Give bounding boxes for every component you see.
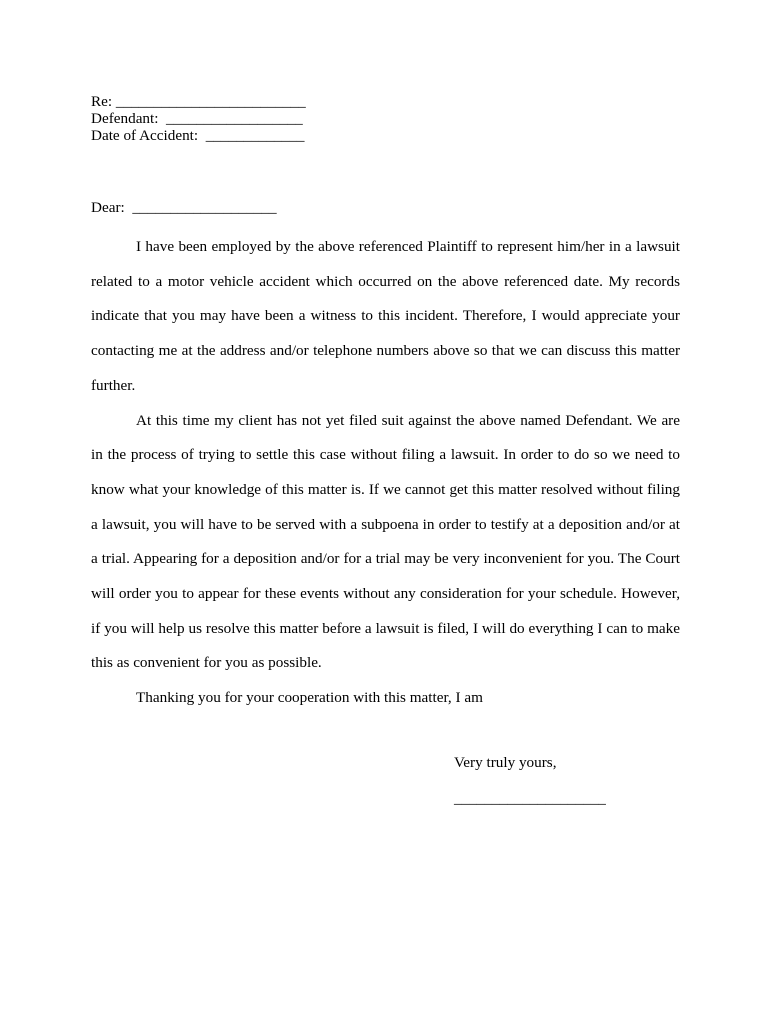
date-of-accident-line: Date of Accident: _____________ [91,127,305,144]
letter-body [91,230,680,716]
body-paragraph: At this time my client has not yet filed suit against the above named Defendant. We are in the process of trying to settle this case without filing a lawsuit. In order to do so we need to know what your knowledge of this matter is. If we cannot get this matter resolved without filing a lawsuit, you will have to be served with a subpoena in order to testify at a deposition and/or at a trial. Appearing for a deposition and/or for a trial may be very inconvenient for you. The Court will order you to appear for these events without any consideration for your schedule. However, if you will help us resolve this matter before a lawsuit is filed, I will do everything I can to make this as convenient for you as possible. [91,411,680,672]
closing: Very truly yours, [454,754,557,771]
reference-block [91,93,306,144]
body-paragraph: I have been employed by the above referenced Plaintiff to represent him/her in a lawsuit related to a motor vehicle accident which occurred on the above referenced date. My records indicate that you may have been a witness to this incident. Therefore, I would appreciate your contacting me at the address and/or telephone numbers above so that we can discuss this matter further. [91,238,680,394]
re-line: Re: _________________________ [91,93,306,110]
signature-line: ____________________ [454,790,606,807]
salutation: Dear: ___________________ [91,199,277,216]
body-paragraph: Thanking you for your cooperation with this matter, I am [136,689,483,707]
defendant-line: Defendant: __________________ [91,110,303,127]
